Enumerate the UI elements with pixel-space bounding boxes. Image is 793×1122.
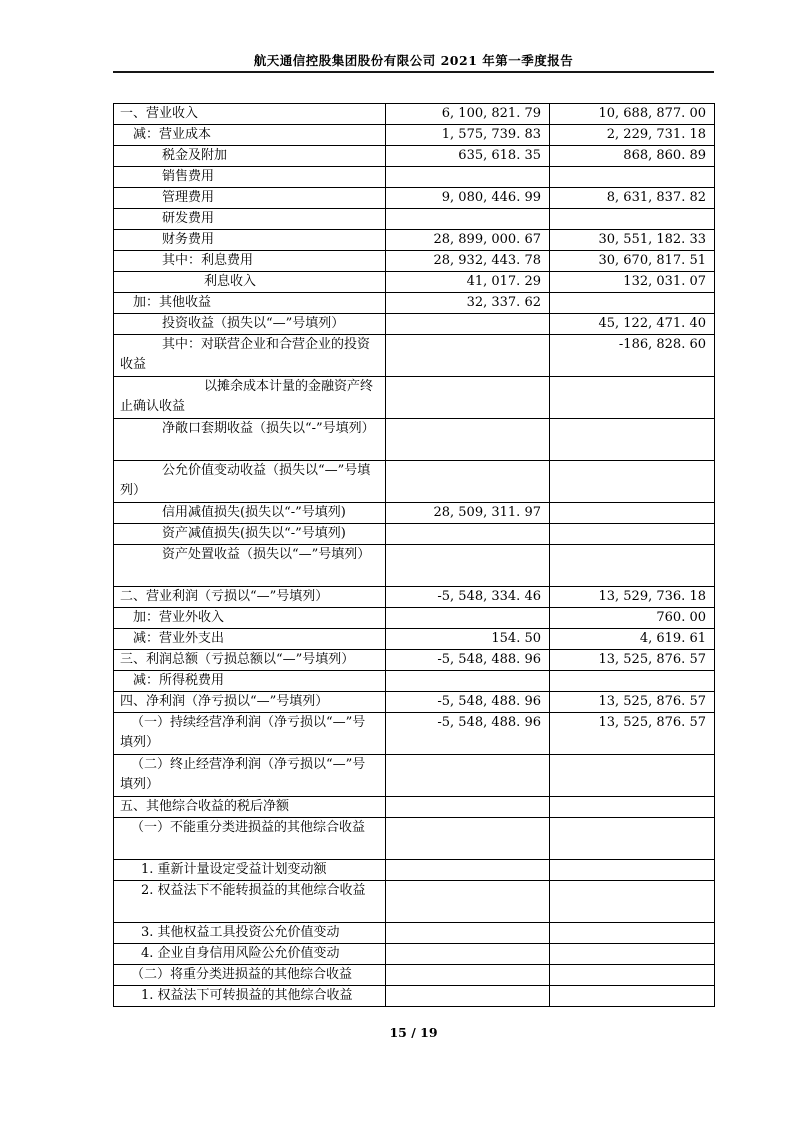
line-item-label: 投资收益（损失以“—”号填列） (114, 314, 386, 335)
amount-col-1: 28, 932, 443. 78 (386, 251, 550, 272)
table-row (114, 755, 715, 797)
line-item-label: 其中：利息费用 (114, 251, 386, 272)
amount-col-2: 30, 670, 817. 51 (550, 251, 715, 272)
amount-col-1: 32, 337. 62 (386, 293, 550, 314)
line-item-label: 净敞口套期收益（损失以“-”号填列） (114, 419, 386, 461)
amount-col-1 (386, 545, 550, 587)
amount-col-2 (550, 965, 715, 986)
line-item-label: （一）持续经营净利润（净亏损以“—”号填列） (114, 713, 386, 755)
line-item-label: 财务费用 (114, 230, 386, 251)
amount-col-1 (386, 314, 550, 335)
table-row (114, 125, 715, 146)
table-row (114, 146, 715, 167)
amount-col-2 (550, 881, 715, 923)
amount-col-1 (386, 797, 550, 818)
amount-col-2: 8, 631, 837. 82 (550, 188, 715, 209)
amount-col-2 (550, 671, 715, 692)
amount-col-2 (550, 818, 715, 860)
line-item-label: 4. 企业自身信用风险公允价值变动 (114, 944, 386, 965)
amount-col-1: 28, 509, 311. 97 (386, 503, 550, 524)
page-indicator-text: 15 / 19 (389, 1025, 438, 1040)
table-row (114, 923, 715, 944)
amount-col-1: 41, 017. 29 (386, 272, 550, 293)
amount-col-1 (386, 419, 550, 461)
line-item-label: （一）不能重分类进损益的其他综合收益 (114, 818, 386, 860)
line-item-label: 1. 重新计量设定受益计划变动额 (114, 860, 386, 881)
line-item-label: 一、营业收入 (114, 104, 386, 125)
table-row (114, 986, 715, 1007)
table-row (114, 818, 715, 860)
report-header-title: 航天通信控股集团股份有限公司 2021 年第一季度报告 (113, 52, 714, 73)
amount-col-2 (550, 503, 715, 524)
line-item-label: 税金及附加 (114, 146, 386, 167)
table-row (114, 587, 715, 608)
amount-col-1 (386, 335, 550, 377)
table-row (114, 293, 715, 314)
table-row (114, 860, 715, 881)
table-row (114, 251, 715, 272)
amount-col-1: 635, 618. 35 (386, 146, 550, 167)
amount-col-2 (550, 209, 715, 230)
amount-col-2 (550, 545, 715, 587)
line-item-label: 1. 权益法下可转损益的其他综合收益 (114, 986, 386, 1007)
amount-col-2 (550, 860, 715, 881)
amount-col-2: 13, 525, 876. 57 (550, 713, 715, 755)
amount-col-1: 28, 899, 000. 67 (386, 230, 550, 251)
table-row (114, 881, 715, 923)
amount-col-2 (550, 986, 715, 1007)
amount-col-1 (386, 818, 550, 860)
line-item-label: （二）将重分类进损益的其他综合收益 (114, 965, 386, 986)
amount-col-1 (386, 524, 550, 545)
table-row (114, 461, 715, 503)
amount-col-2: 868, 860. 89 (550, 146, 715, 167)
amount-col-2 (550, 797, 715, 818)
amount-col-2: -186, 828. 60 (550, 335, 715, 377)
amount-col-1 (386, 608, 550, 629)
amount-col-2: 132, 031. 07 (550, 272, 715, 293)
table-row (114, 629, 715, 650)
line-item-label: （二）终止经营净利润（净亏损以“—”号填列） (114, 755, 386, 797)
table-row (114, 272, 715, 293)
line-item-label: 其中：对联营企业和合营企业的投资收益 (114, 335, 386, 377)
table-row (114, 545, 715, 587)
table-row (114, 671, 715, 692)
amount-col-2 (550, 923, 715, 944)
line-item-label: 资产处置收益（损失以“—”号填列） (114, 545, 386, 587)
table-row (114, 608, 715, 629)
line-item-label: 销售费用 (114, 167, 386, 188)
income-statement-body (114, 104, 715, 1007)
table-row (114, 230, 715, 251)
amount-col-1: -5, 548, 488. 96 (386, 713, 550, 755)
table-row (114, 965, 715, 986)
table-row (114, 104, 715, 125)
amount-col-1 (386, 965, 550, 986)
amount-col-1 (386, 755, 550, 797)
amount-col-1: 9, 080, 446. 99 (386, 188, 550, 209)
line-item-label: 3. 其他权益工具投资公允价值变动 (114, 923, 386, 944)
amount-col-1 (386, 167, 550, 188)
line-item-label: 三、利润总额（亏损总额以“—”号填列） (114, 650, 386, 671)
amount-col-2 (550, 293, 715, 314)
table-row (114, 314, 715, 335)
amount-col-2 (550, 461, 715, 503)
amount-col-1: 154. 50 (386, 629, 550, 650)
amount-col-2: 13, 525, 876. 57 (550, 650, 715, 671)
amount-col-1 (386, 209, 550, 230)
amount-col-2: 45, 122, 471. 40 (550, 314, 715, 335)
line-item-label: 加：其他收益 (114, 293, 386, 314)
line-item-label: 资产减值损失(损失以“-”号填列) (114, 524, 386, 545)
amount-col-2 (550, 167, 715, 188)
amount-col-1: -5, 548, 488. 96 (386, 650, 550, 671)
amount-col-2: 30, 551, 182. 33 (550, 230, 715, 251)
amount-col-2 (550, 944, 715, 965)
table-row (114, 944, 715, 965)
amount-col-2: 4, 619. 61 (550, 629, 715, 650)
amount-col-2: 10, 688, 877. 00 (550, 104, 715, 125)
table-row (114, 503, 715, 524)
line-item-label: 四、净利润（净亏损以“—”号填列） (114, 692, 386, 713)
line-item-label: 信用减值损失(损失以“-”号填列) (114, 503, 386, 524)
amount-col-1 (386, 923, 550, 944)
table-row (114, 209, 715, 230)
amount-col-1: -5, 548, 488. 96 (386, 692, 550, 713)
amount-col-1: 6, 100, 821. 79 (386, 104, 550, 125)
page-number (113, 1025, 714, 1040)
table-row (114, 650, 715, 671)
amount-col-2: 13, 525, 876. 57 (550, 692, 715, 713)
table-row (114, 419, 715, 461)
line-item-label: 管理费用 (114, 188, 386, 209)
amount-col-1 (386, 944, 550, 965)
amount-col-1 (386, 881, 550, 923)
table-row (114, 335, 715, 377)
table-row (114, 524, 715, 545)
line-item-label: 减：所得税费用 (114, 671, 386, 692)
amount-col-1 (386, 671, 550, 692)
amount-col-2: 13, 529, 736. 18 (550, 587, 715, 608)
table-row (114, 188, 715, 209)
income-statement-table (113, 103, 715, 1007)
line-item-label: 利息收入 (114, 272, 386, 293)
amount-col-1 (386, 377, 550, 419)
amount-col-1 (386, 860, 550, 881)
amount-col-2 (550, 524, 715, 545)
table-row (114, 167, 715, 188)
amount-col-2 (550, 377, 715, 419)
line-item-label: 二、营业利润（亏损以“—”号填列） (114, 587, 386, 608)
amount-col-2: 760. 00 (550, 608, 715, 629)
line-item-label: 减：营业成本 (114, 125, 386, 146)
line-item-label: 以摊余成本计量的金融资产终止确认收益 (114, 377, 386, 419)
table-row (114, 797, 715, 818)
amount-col-1: -5, 548, 334. 46 (386, 587, 550, 608)
amount-col-1 (386, 461, 550, 503)
table-row (114, 713, 715, 755)
line-item-label: 加：营业外收入 (114, 608, 386, 629)
table-row (114, 377, 715, 419)
line-item-label: 减：营业外支出 (114, 629, 386, 650)
amount-col-2 (550, 755, 715, 797)
line-item-label: 研发费用 (114, 209, 386, 230)
amount-col-2 (550, 419, 715, 461)
line-item-label: 公允价值变动收益（损失以“—”号填列） (114, 461, 386, 503)
amount-col-1 (386, 986, 550, 1007)
amount-col-1: 1, 575, 739. 83 (386, 125, 550, 146)
line-item-label: 五、其他综合收益的税后净额 (114, 797, 386, 818)
amount-col-2: 2, 229, 731. 18 (550, 125, 715, 146)
table-row (114, 692, 715, 713)
line-item-label: 2. 权益法下不能转损益的其他综合收益 (114, 881, 386, 923)
